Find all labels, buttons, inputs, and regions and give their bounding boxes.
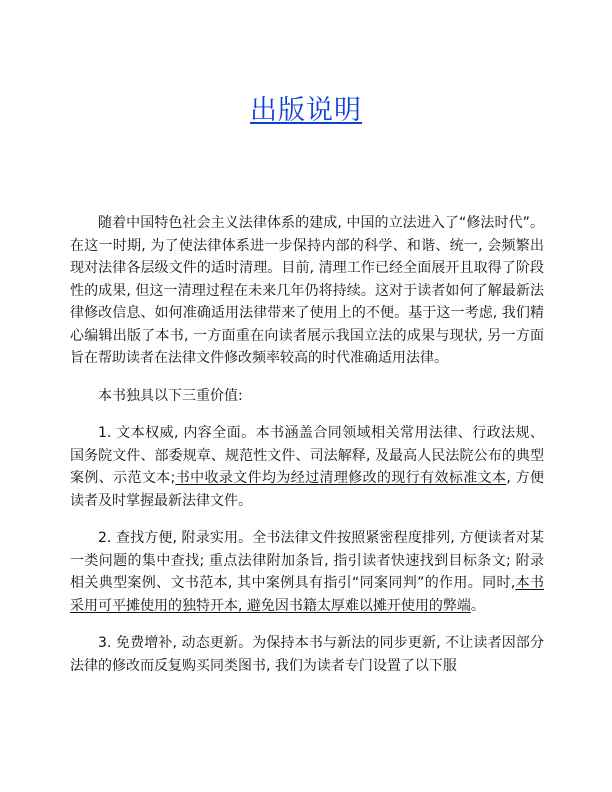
paragraph-value-2 [70, 527, 544, 617]
paragraph-value-1 [70, 422, 544, 512]
body-text [70, 212, 544, 692]
paragraph-values-heading: 本书独具以下三重价值: [98, 387, 243, 404]
page-title: 出版说明 [250, 95, 362, 126]
value-2-tail: 。 [470, 597, 485, 614]
value-2-text: 2. 查找方便, 附录实用。全书法律文件按照紧密程度排列, 方便读者对某一类问题的集中查找; 重点法律附加条旨, 指引读者快速找到目标条文; 附录相关典型案例、文书范本, 其中案例具有指引“同案同判”的作用。同时, [70, 530, 544, 591]
value-1-underlined-text: 书中收录文件均为经过清理修改的现行有效标准文本 [175, 470, 507, 486]
paragraph-intro: 随着中国特色社会主义法律体系的建成, 中国的立法进入了“修法时代”。在这一时期, 为了使法律体系进一步保持内部的科学、和谐、统一, 会频繁出现对法律各层级文件的适时清理。目前, 清理工作已经全面展开且取得了阶段性的成果, 但这一清理过程在未来几年仍将持续。这对于读者如何了解最新法律修改信息、如何准确适用法律带来了使用上的不便。基于这一考虑, 我们精心编辑出版了本书, 一方面重在向读者展示我国立法的成果与现状, 另一方面旨在帮助读者在法律文件修改频率较高的时代准确适用法律。 [70, 215, 544, 366]
paragraph-value-3: 3. 免费增补, 动态更新。为保持本书与新法的同步更新, 不让读者因部分法律的修改而反复购买同类图书, 我们为读者专门设置了以下服 [70, 635, 544, 674]
value-1-tail: , 方便读者及时掌握最新法律文件。 [70, 470, 544, 509]
value-2-underlined-text: 本书采用可平摊使用的独特开本, 避免因书籍太厚难以摊开使用的弊端 [70, 575, 544, 614]
value-1-text: 1. 文本权威, 内容全面。本书涵盖合同领域相关常用法律、行政法规、国务院文件、部委规章、规范性文件、司法解释, 及最高人民法院公布的典型案例、示范文本; [70, 425, 544, 486]
